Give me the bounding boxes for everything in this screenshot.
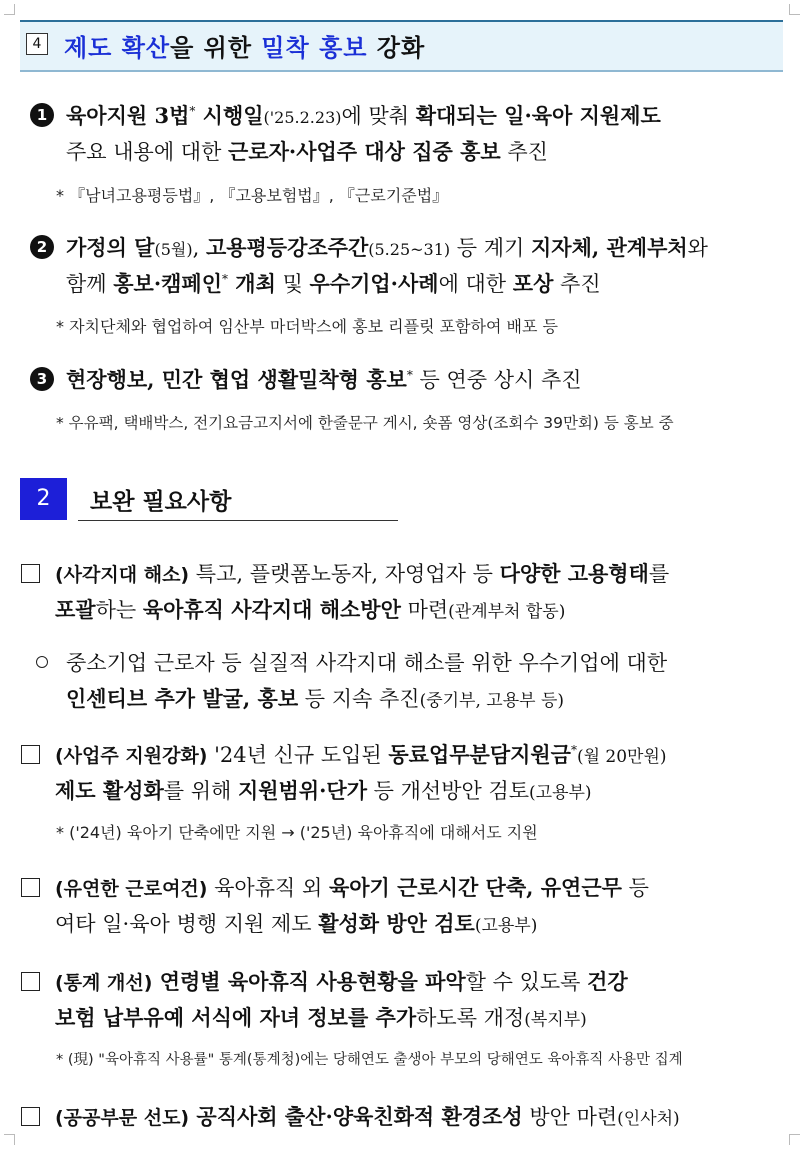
circle-sub-bullet — [36, 656, 48, 668]
bullet-3-footnote: * 우유팩, 택배박스, 전기요금고지서에 한줄문구 게시, 숏폼 영상(조회수 39만회) 등 홍보 중 — [56, 414, 674, 432]
checkbox-square-bullet — [21, 745, 40, 764]
item-3-line-2: 여타 일·육아 병행 지원 제도 활성화 방안 검토(고용부) — [55, 911, 538, 936]
corner-mark-top-left — [4, 4, 15, 15]
item-2-line-1: (사업주 지원강화) '24년 신규 도입된 동료업무분담지원금*(월 20만원) — [55, 742, 667, 767]
item-1-line-2: 포괄하는 육아휴직 사각지대 해소방안 마련(관계부처 합동) — [55, 597, 566, 622]
item-4-line-1: (통계 개선) 연령별 육아휴직 사용현황을 파악할 수 있도록 건강 — [55, 969, 628, 994]
item-2-line-2: 제도 활성화를 위해 지원범위·단가 등 개선방안 검토(고용부) — [55, 778, 592, 803]
corner-mark-bottom-right — [789, 1134, 800, 1145]
section-title: 보완 필요사항 — [90, 489, 232, 515]
item-2-footnote: * ('24년) 육아기 단축에만 지원 → ('25년) 육아휴직에 대해서도 지원 — [56, 823, 538, 842]
checkbox-square-bullet — [21, 1107, 40, 1126]
bullet-2-line-1: 가정의 달(5월), 고용평등강조주간(5.25~31) 등 계기 지자체, 관계부처와 — [66, 235, 708, 260]
section-number-badge: 2 — [20, 478, 67, 520]
bullet-1-footnote: * 『남녀고용평등법』, 『고용보험법』, 『근로기준법』 — [56, 186, 449, 205]
numbered-bullet-3: 3 — [30, 367, 54, 391]
numbered-bullet-1: 1 — [30, 103, 54, 127]
bullet-1-line-1: 육아지원 3법* 시행일('25.2.23)에 맞춰 확대되는 일·육아 지원제도 — [66, 103, 661, 128]
section-title-underline — [78, 520, 398, 521]
checkbox-square-bullet — [21, 972, 40, 991]
item-3-line-1: (유연한 근로여건) 육아휴직 외 육아기 근로시간 단축, 유연근무 등 — [55, 875, 649, 900]
section-title: 제도 확산을 위한 밀착 홍보 강화 — [64, 34, 426, 62]
corner-mark-top-right — [789, 4, 800, 15]
item-1-line-1: (사각지대 해소) 특고, 플랫폼노동자, 자영업자 등 다양한 고용형태를 — [55, 561, 670, 586]
item-4-line-2: 보험 납부유예 서식에 자녀 정보를 추가하도록 개정(복지부) — [55, 1005, 587, 1030]
bullet-2-line-2: 함께 홍보·캠페인* 개최 및 우수기업·사례에 대한 포상 추진 — [66, 271, 601, 296]
item-5-line-1: (공공부문 선도) 공직사회 출산·양육친화적 환경조성 방안 마련(인사처) — [55, 1104, 680, 1129]
section-number-box: 4 — [26, 33, 48, 55]
checkbox-square-bullet — [21, 564, 40, 583]
numbered-bullet-2: 2 — [30, 235, 54, 259]
bullet-3-line-1: 현장행보, 민간 협업 생활밀착형 홍보* 등 연중 상시 추진 — [66, 367, 582, 392]
bullet-2-footnote: * 자치단체와 협업하여 임산부 마더박스에 홍보 리플릿 포함하여 배포 등 — [56, 317, 558, 336]
item-4-footnote: * (現) "육아휴직 사용률" 통계(통계청)에는 당해연도 출생아 부모의 당해연도 육아휴직 사용만 집계 — [56, 1052, 683, 1068]
item-1-sub-line-1: 중소기업 근로자 등 실질적 사각지대 해소를 위한 우수기업에 대한 — [66, 651, 668, 675]
corner-mark-bottom-left — [4, 1134, 15, 1145]
item-1-sub-line-2: 인센티브 추가 발굴, 홍보 등 지속 추진(중기부, 고용부 등) — [66, 686, 565, 711]
checkbox-square-bullet — [21, 878, 40, 897]
bullet-1-line-2: 주요 내용에 대한 근로자·사업주 대상 집중 홍보 추진 — [66, 139, 548, 164]
